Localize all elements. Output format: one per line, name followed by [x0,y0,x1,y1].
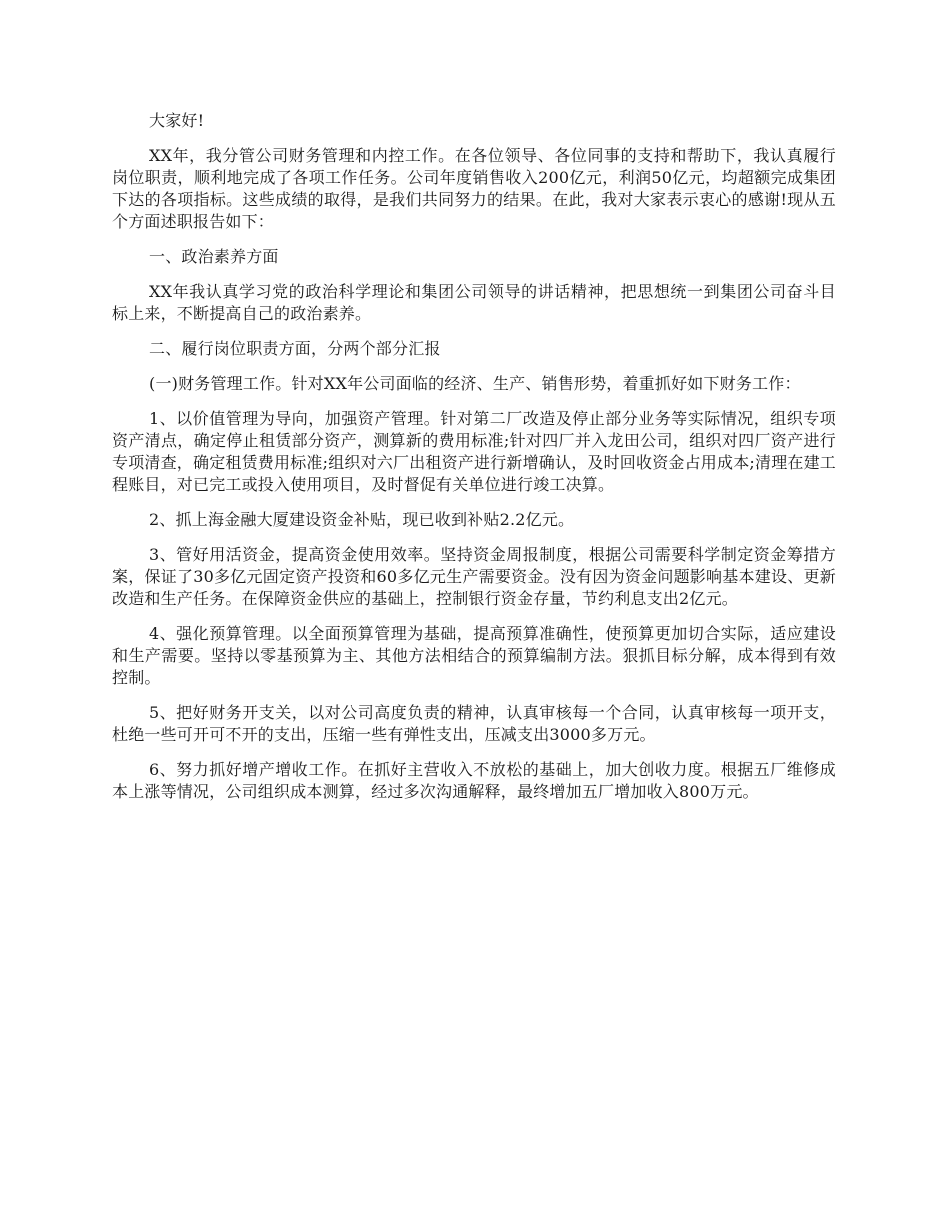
subsection-finance: (一)财务管理工作。针对XX年公司面临的经济、生产、销售形势，着重抓好如下财务工作： [149,374,801,393]
item-1-paragraph: 1、以价值管理为导向，加强资产管理。针对第二厂改造及停止部分业务等实际情况，组织专项资产清点，确定停止租赁部分资产，测算新的费用标准;针对四厂并入龙田公司，组织对四厂资产进行专项清查，确定租赁费用标准;组织对六厂出租资产进行新增确认，及时回收资金占用成本;清理在建工程账目，对已完工或投入使用项目，及时督促有关单位进行竣工决算。 [112,409,836,494]
section-heading-duties: 二、履行岗位职责方面，分两个部分汇报 [149,339,441,358]
item-3-paragraph: 3、管好用活资金，提高资金使用效率。坚持资金周报制度，根据公司需要科学制定资金筹措方案，保证了30多亿元固定资产投资和60多亿元生产需要资金。没有因为资金问题影响基本建设、更新改造和生产任务。在保障资金供应的基础上，控制银行资金存量，节约利息支出2亿元。 [112,545,836,608]
intro-paragraph: XX年，我分管公司财务管理和内控工作。在各位领导、各位同事的支持和帮助下，我认真履行岗位职责，顺利地完成了各项工作任务。公司年度销售收入200亿元，利润50亿元，均超额完成集团下达的各项指标。这些成绩的取得，是我们共同努力的结果。在此，我对大家表示衷心的感谢!现从五个方面述职报告如下： [112,146,836,231]
greeting: 大家好! [149,111,205,130]
item-2-paragraph: 2、抓上海金融大厦建设资金补贴，现已收到补贴2.2亿元。 [149,510,575,529]
document-body [112,110,836,816]
item-4-paragraph: 4、强化预算管理。以全面预算管理为基础，提高预算准确性，使预算更加切合实际，适应建设和生产需要。坚持以零基预算为主、其他方法相结合的预算编制方法。狠抓目标分解，成本得到有效控制。 [112,624,836,687]
section-heading-political: 一、政治素养方面 [149,247,279,266]
item-5-paragraph: 5、把好财务开支关，以对公司高度负责的精神，认真审核每一个合同，认真审核每一项开支，杜绝一些可开可不开的支出，压缩一些有弹性支出，压减支出3000多万元。 [112,703,836,744]
political-paragraph: XX年我认真学习党的政治科学理论和集团公司领导的讲话精神，把思想统一到集团公司奋斗目标上来，不断提高自己的政治素养。 [112,282,836,323]
item-6-paragraph: 6、努力抓好增产增收工作。在抓好主营收入不放松的基础上，加大创收力度。根据五厂维修成本上涨等情况，公司组织成本测算，经过多次沟通解释，最终增加五厂增加收入800万元。 [112,760,836,801]
